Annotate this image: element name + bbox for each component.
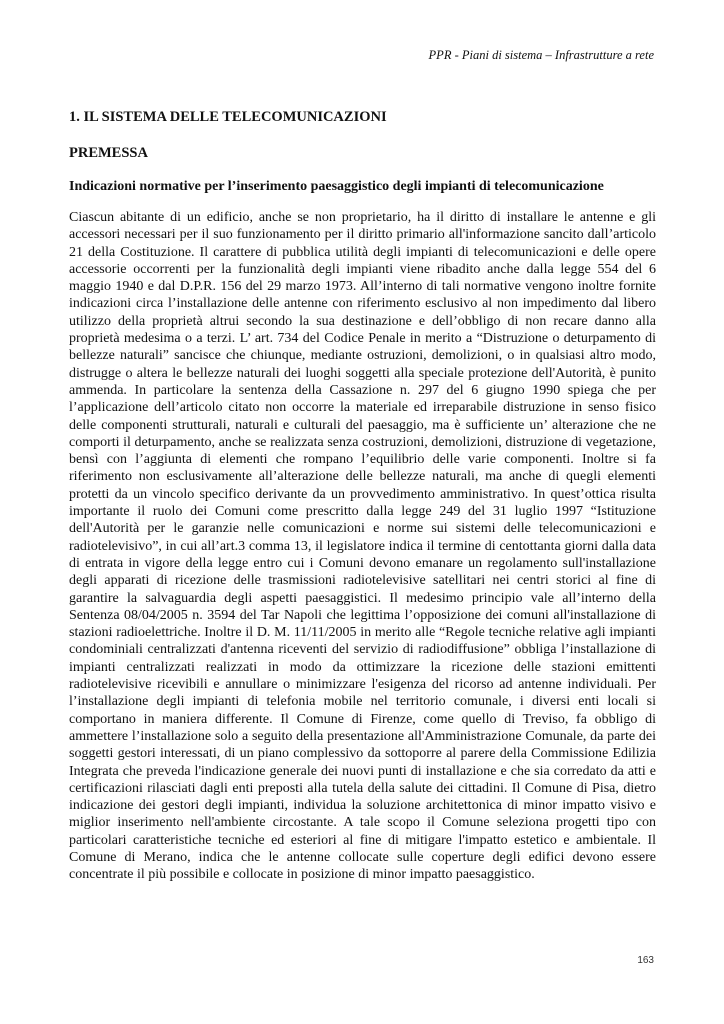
running-header: PPR - Piani di sistema – Infrastrutture a rete — [428, 48, 654, 62]
page-number: 163 — [637, 955, 654, 966]
section-subheading: Indicazioni normative per l’inserimento paesaggistico degli impianti di telecomunicazione — [69, 179, 604, 194]
section-subtitle: PREMESSA — [69, 145, 148, 161]
body-paragraph: Ciascun abitante di un edificio, anche se non proprietario, ha il diritto di installare le antenne e gli accessori necessari per il suo funzionamento per il diritto primario all'informazione sancito dall’articolo 21 della Costituzione. Il carattere di pubblica utilità degli impianti di telecomunicazioni e delle opere accessorie occorrenti per la funzionalità degli impianti viene ribadito anche dalla legge 554 del 6 maggio 1940 e dal D.P.R. 156 del 29 marzo 1973. All’interno di tali normative vengono inoltre fornite indicazioni circa l’installazione delle antenne con riferimento esclusivo al non impedimento dal libero utilizzo della proprietà altrui secondo la sua destinazione e dell’obbligo di non recare danno alla proprietà medesima o a terzi. L’ art. 734 del Codice Penale in merito a “Distruzione o deturpamento di bellezze naturali” sancisce che chiunque, mediante ostruzioni, demolizioni, o in qualsiasi altro modo, distrugge o altera le bellezze naturali dei luoghi soggetti alla speciale protezione dell'Autorità, è punito ammenda. In particolare la sentenza della Cassazione n. 297 del 6 giugno 1990 spiega che per l’applicazione dell’articolo citato non occorre la materiale ed irreparabile distruzione in senso fisico delle componenti strutturali, naturali e culturali del paesaggio, ma è sufficiente un’ alterazione che ne comporti il deturpamento, anche se realizzata senza costruzioni, demolizioni, distruzione di vegetazione, bensì con l’aggiunta di elementi che rompano l’equilibrio delle varie componenti. Inoltre si fa riferimento non esclusivamente all’alterazione delle bellezze naturali, ma anche di quegli elementi protetti da un vincolo specifico derivante da un provvedimento amministrativo. In quest’ottica risulta importante il ruolo dei Comuni come prescritto dalla legge 249 del 31 luglio 1997 “Istituzione dell'Autorità per le garanzie nelle comunicazioni e norme sui sistemi delle telecomunicazioni e radiotelevisivo”, in cui all’art.3 comma 13, il legislatore indica il termine di centottanta giorni dalla data di entrata in vigore della legge entro cui i Comuni devono emanare un regolamento sull'installazione degli apparati di ricezione delle trasmissioni radiotelevisive satellitari nei centri storici al fine di garantire la salvaguardia degli aspetti paesaggistici. Il medesimo principio vale all’interno della Sentenza 08/04/2005 n. 3594 del Tar Napoli che legittima l’opposizione dei comuni all'installazione di stazioni radioelettriche. Inoltre il D. M. 11/11/2005 in merito alle “Regole tecniche relative agli impianti condominiali centralizzati d'antenna riceventi del servizio di radiodiffusione” obbliga l’installazione di impianti centralizzati realizzati in modo da ottimizzare la ricezione delle stazioni emittenti radiotelevisive ricevibili e annullare o minimizzare l'esigenza del ricorso ad antenne individuali. Per l’installazione degli impianti di telefonia mobile nel territorio comunale, i diversi enti locali si comportano in maniera differente. Il Comune di Firenze, come quello di Treviso, fa obbligo di ammettere l’installazione solo a seguito della presentazione all'Amministrazione Comunale, da parte dei soggetti gestori interessati, di un piano complessivo da sottoporre al parere della Commissione Edilizia Integrata che preveda l'indicazione generale dei nuovi punti di installazione e che sia corredato da atti e certificazioni rilasciati dagli enti preposti alla tutela della salute dei cittadini. Il Comune di Pisa, dietro indicazione dei gestori degli impianti, individua la soluzione architettonica di minor impatto visivo e miglior inserimento nell'ambiente circostante. A tale scopo il Comune seleziona progetti tipo con particolari caratteristiche tecniche ed esteriori al fine di mitigare l'impatto estetico e ambientale. Il Comune di Merano, indica che le antenne collocate sulle coperture degli edifici devono essere concentrate il più possibile e collocate in posizione di minor impatto paesaggistico. — [69, 210, 656, 883]
section-title: 1. IL SISTEMA DELLE TELECOMUNICAZIONI — [69, 109, 387, 125]
